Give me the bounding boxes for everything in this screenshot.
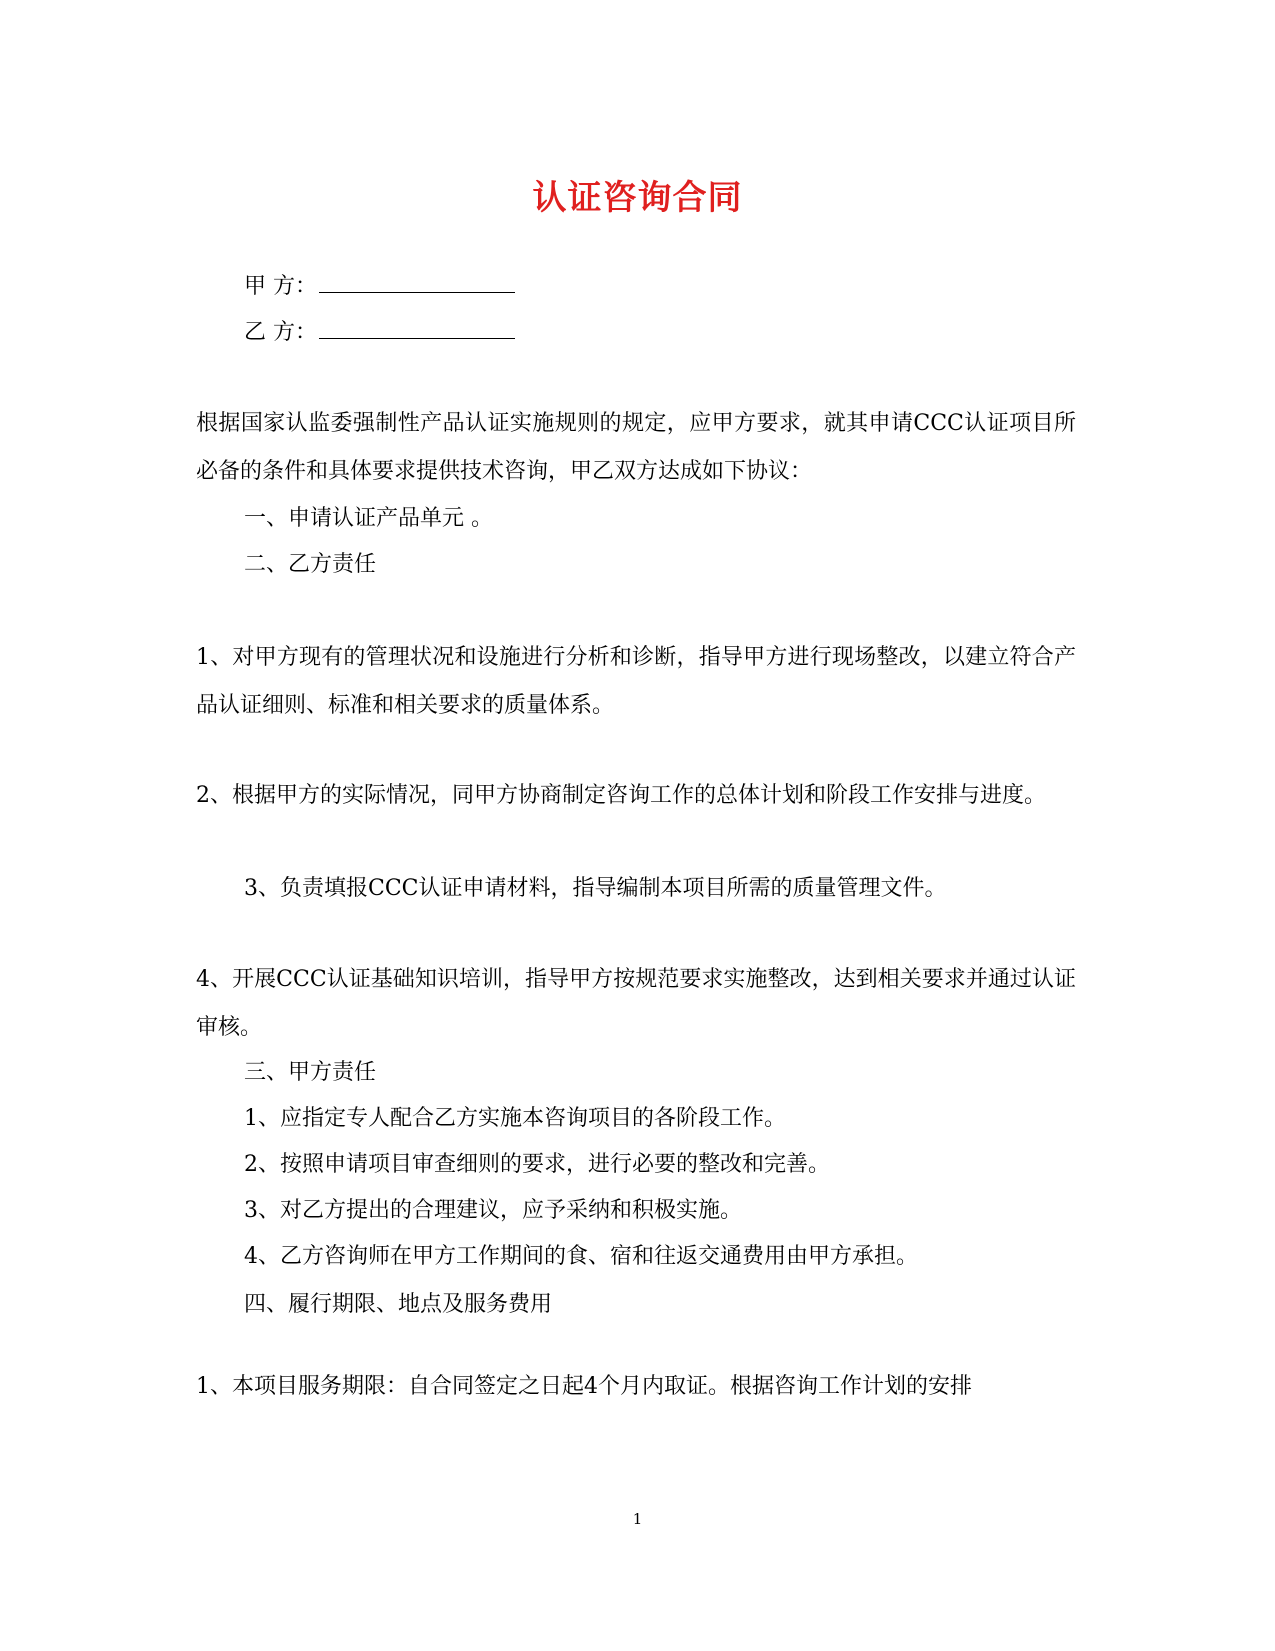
- party-b-duty-1: 1、对甲方现有的管理状况和设施进行分析和诊断，指导甲方进行现场整改，以建立符合产品认证细则、标准和相关要求的质量体系。: [196, 645, 1076, 718]
- party-a-duty-1: 1、应指定专人配合乙方实施本咨询项目的各阶段工作。: [244, 1106, 786, 1131]
- section-2-heading: 二、乙方责任: [244, 552, 377, 577]
- section-4-heading: 四、履行期限、地点及服务费用: [244, 1292, 553, 1317]
- party-b-line: [244, 318, 515, 348]
- party-b-duty-3: 3、负责填报CCC认证申请材料，指导编制本项目所需的质量管理文件。: [244, 876, 947, 901]
- section-3-heading: 三、甲方责任: [244, 1060, 377, 1085]
- party-a-line: [244, 272, 515, 302]
- section-1-heading: 一、申请认证产品单元 。: [244, 506, 493, 531]
- party-a-duty-3: 3、对乙方提出的合理建议，应予采纳和积极实施。: [244, 1198, 742, 1223]
- page-number: 1: [632, 1510, 643, 1528]
- party-b-duty-2: 2、根据甲方的实际情况，同甲方协商制定咨询工作的总体计划和阶段工作安排与进度。: [196, 783, 1046, 808]
- party-b-blank: [319, 318, 515, 339]
- party-a-label: 甲 方：: [244, 274, 317, 299]
- party-a-duty-2: 2、按照申请项目审查细则的要求，进行必要的整改和完善。: [244, 1152, 830, 1177]
- party-a-duty-4: 4、乙方咨询师在甲方工作期间的食、宿和往返交通费用由甲方承担。: [244, 1244, 918, 1269]
- document-title: 认证咨询合同: [532, 178, 743, 218]
- party-a-blank: [319, 272, 515, 293]
- party-b-duty-4: 4、开展CCC认证基础知识培训，指导甲方按规范要求实施整改，达到相关要求并通过认证审核。: [196, 967, 1076, 1040]
- party-b-label: 乙 方：: [244, 320, 317, 345]
- intro-paragraph: 根据国家认监委强制性产品认证实施规则的规定，应甲方要求，就其申请CCC认证项目所必备的条件和具体要求提供技术咨询，甲乙双方达成如下协议：: [196, 411, 1076, 484]
- term-1: 1、本项目服务期限：自合同签定之日起4个月内取证。根据咨询工作计划的安排: [196, 1374, 972, 1399]
